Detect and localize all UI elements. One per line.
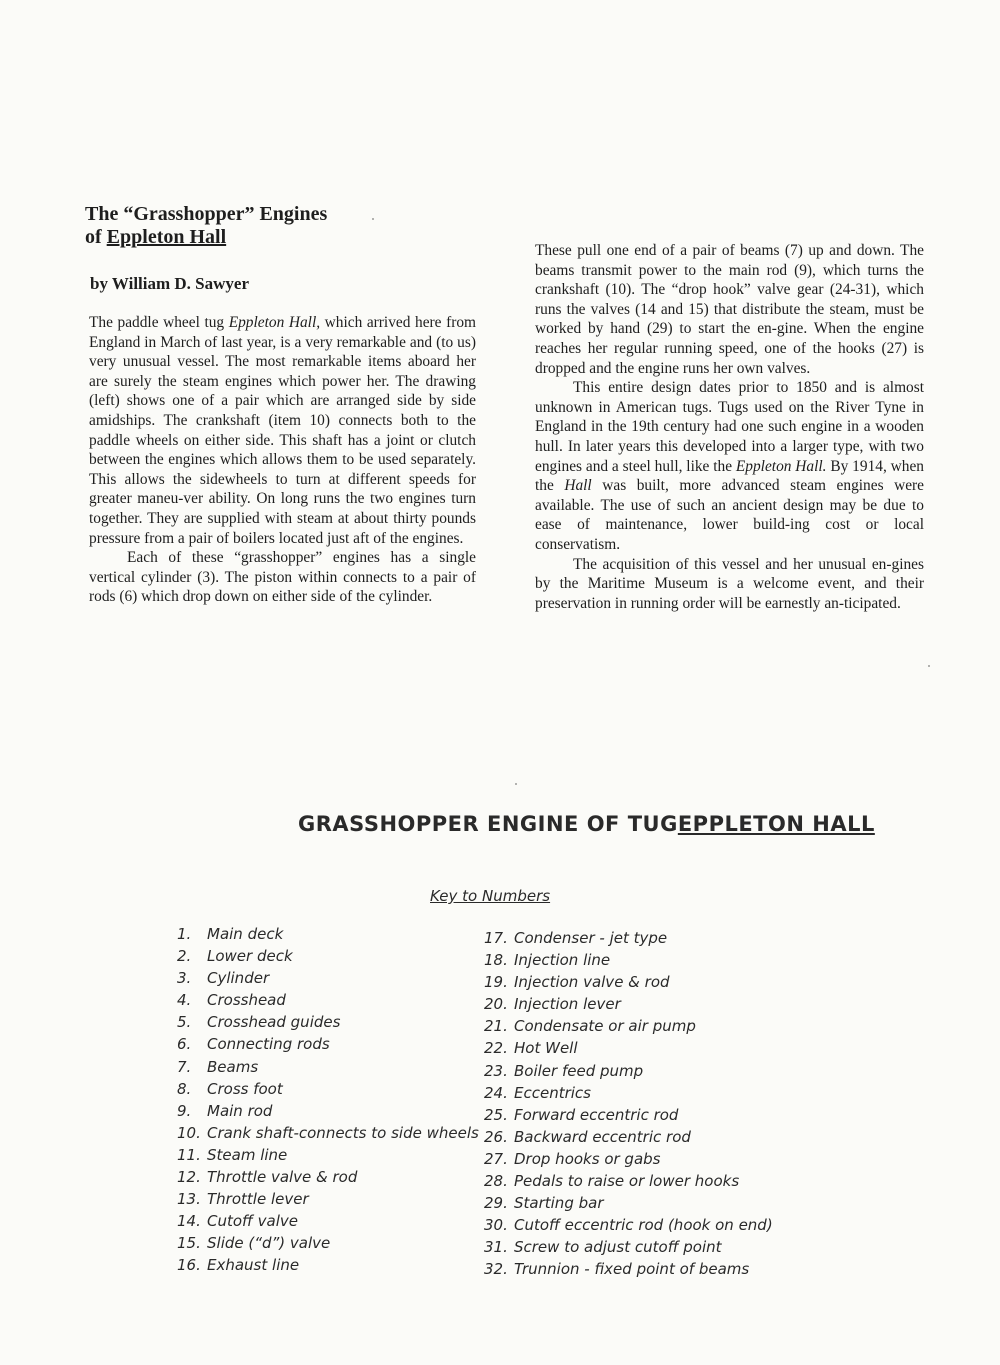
left-paragraph-1: [89, 313, 476, 548]
key-item-text: Beams: [207, 1057, 259, 1076]
right-p2-text-b: By 1914, when the: [535, 457, 924, 495]
key-item-left: [177, 1254, 479, 1276]
key-item-text: Backward eccentric rod: [514, 1127, 691, 1146]
key-item-text: Starting bar: [514, 1194, 604, 1213]
key-item-text: Cutoff eccentric rod (hook on end): [514, 1216, 773, 1235]
right-column: [535, 241, 924, 613]
key-item-right: [484, 1126, 773, 1148]
key-item-number: 4.: [177, 991, 192, 1010]
key-item-number: 9.: [177, 1101, 192, 1120]
key-item-number: 12.: [177, 1168, 201, 1187]
key-item-text: Injection valve & rod: [514, 973, 670, 992]
key-item-number: 2.: [177, 947, 192, 966]
key-item-left: [177, 1078, 479, 1100]
key-item-right: [484, 993, 773, 1015]
key-item-number: 5.: [177, 1013, 192, 1032]
paper-speck: [515, 783, 517, 785]
key-item-text: Hot Well: [514, 1039, 578, 1058]
key-item-text: Cross foot: [207, 1079, 283, 1098]
key-item-number: 28.: [484, 1172, 508, 1191]
key-item-left: [177, 1122, 479, 1144]
diagram-title-ship: EPPLETON HALL: [677, 812, 875, 836]
key-list-left: [177, 923, 479, 1277]
key-item-number: 30.: [484, 1216, 508, 1235]
left-p1-text-a: The paddle wheel tug: [89, 314, 229, 331]
key-item-right: [484, 1214, 773, 1236]
key-item-right: [484, 1082, 773, 1104]
key-item-left: [177, 945, 479, 967]
key-item-right: [484, 1060, 773, 1082]
title-line-2: [85, 226, 405, 249]
key-item-left: [177, 923, 479, 945]
key-item-right: [484, 971, 773, 993]
byline: by William D. Sawyer: [90, 274, 249, 293]
key-item-right: [484, 1258, 773, 1280]
key-item-text: Condensate or air pump: [514, 1017, 696, 1036]
right-paragraph-2: [535, 378, 924, 554]
right-p2-ship-name: Eppleton Hall.: [735, 457, 827, 475]
key-item-number: 10.: [177, 1123, 201, 1142]
key-item-number: 29.: [484, 1194, 508, 1213]
key-item-text: Steam line: [207, 1145, 288, 1164]
key-item-left: [177, 1210, 479, 1232]
key-item-text: Main deck: [207, 925, 284, 943]
title-line-2-prefix: of: [85, 226, 107, 248]
key-item-text: Forward eccentric rod: [514, 1105, 679, 1124]
right-p2-text-a: This entire design dates prior to 1850 and is almost unknown in American tugs. Tugs used on the River Tyne in England in the 19th century had one such engine in a wooden hull. In later years this developed into a larger type, with two engines and a steel hull, like the: [535, 379, 924, 475]
left-paragraph-2: Each of these “grasshopper” engines has a single vertical cylinder (3). The piston within connects to a pair of rods (6) which drop down on either side of the cylinder.: [89, 549, 476, 606]
key-item-text: Boiler feed pump: [514, 1061, 644, 1080]
right-paragraph-3: The acquisition of this vessel and her unusual en-gines by the Maritime Museum is a welcome event, and their preservation in running order will be earnestly an-ticipated.: [535, 555, 924, 612]
key-item-number: 6.: [177, 1035, 192, 1054]
key-item-number: 26.: [484, 1127, 508, 1146]
key-item-text: Throttle valve & rod: [207, 1168, 358, 1187]
key-item-number: 24.: [484, 1083, 508, 1102]
key-item-number: 7.: [177, 1057, 192, 1076]
key-item-left: [177, 1232, 479, 1254]
paper-speck: [372, 218, 374, 220]
key-item-text: Crank shaft-connects to side wheels: [207, 1123, 479, 1142]
key-item-text: Injection line: [514, 951, 611, 970]
key-item-number: 22.: [484, 1039, 508, 1058]
key-item-right: [484, 1236, 773, 1258]
right-paragraph-1: These pull one end of a pair of beams (7) up and down. The beams transmit power to the main rod (9), which turns the crankshaft (10). The “drop hook” valve gear (24-31), which runs the valves (14 and 15) that distribute the steam, must be worked by hand (29) to start the en-gine. When the engine reaches her regular running speed, one of the hooks (27) is dropped and the engine runs her own valves.: [535, 242, 924, 377]
key-item-left: [177, 1144, 479, 1166]
key-item-right: [484, 1192, 773, 1214]
key-item-text: Cylinder: [207, 969, 270, 988]
key-item-right: [484, 1104, 773, 1126]
article-title: [85, 203, 405, 249]
key-item-left: [177, 1033, 479, 1055]
key-item-number: 31.: [484, 1238, 508, 1257]
key-item-text: Main rod: [207, 1101, 273, 1120]
left-column: [89, 313, 476, 607]
key-item-number: 19.: [484, 973, 508, 992]
paper-speck: [928, 665, 930, 667]
key-item-right: [484, 1015, 773, 1037]
key-heading: Key to Numbers: [430, 887, 551, 905]
key-item-number: 13.: [177, 1190, 201, 1209]
key-item-number: 18.: [484, 951, 508, 970]
key-item-number: 20.: [484, 995, 508, 1014]
key-item-number: 15.: [177, 1234, 201, 1253]
key-item-text: Condenser - jet type: [514, 929, 668, 947]
key-item-number: 16.: [177, 1256, 201, 1275]
title-ship-name: Eppleton Hall: [106, 226, 227, 248]
key-item-text: Lower deck: [207, 947, 293, 966]
diagram-title-prefix: GRASSHOPPER ENGINE OF TUG: [298, 812, 678, 836]
key-item-number: 14.: [177, 1212, 201, 1231]
key-item-text: Eccentrics: [514, 1083, 591, 1102]
right-p2-ship-short: Hall: [564, 477, 592, 495]
key-item-number: 3.: [177, 969, 192, 988]
key-item-text: Screw to adjust cutoff point: [514, 1238, 722, 1257]
key-item-number: 8.: [177, 1079, 192, 1098]
title-line-1: The “Grasshopper” Engines: [85, 203, 328, 225]
key-item-left: [177, 967, 479, 989]
left-p1-ship-name: Eppleton Hall,: [228, 314, 321, 331]
left-p1-text-b: which arrived here from England in March of last year, is a very remarkable and (to us) very unusual vessel. The most remarkable items aboard her are surely the steam engines which power her. The drawing (left) shows one of a pair which are arranged side by side amidships. The crankshaft (item 10) connects both to the paddle wheels on either side. This shaft has a joint or clutch between the engines which allows them to be used separately. This allows the sidewheels to turn at different speeds for greater maneu-ver ability. On long runs the two engines turn together. They are supplied with steam at about thirty pounds pressure from a pair of boilers located just aft of the engines.: [89, 314, 476, 547]
key-item-text: Trunnion - fixed point of beams: [514, 1260, 750, 1279]
key-item-left: [177, 1166, 479, 1188]
key-item-text: Injection lever: [514, 995, 621, 1014]
key-item-left: [177, 1056, 479, 1078]
key-item-number: 21.: [484, 1017, 508, 1036]
key-item-left: [177, 989, 479, 1011]
key-item-text: Exhaust line: [207, 1256, 300, 1275]
key-item-right: [484, 927, 773, 949]
key-item-text: Pedals to raise or lower hooks: [514, 1172, 740, 1191]
key-item-text: Throttle lever: [207, 1190, 309, 1209]
key-item-number: 1.: [177, 925, 192, 943]
key-list-right: [484, 927, 773, 1281]
key-item-text: Drop hooks or gabs: [514, 1149, 661, 1168]
diagram-title: [298, 812, 875, 836]
key-item-right: [484, 949, 773, 971]
key-item-number: 32.: [484, 1260, 508, 1279]
key-item-text: Crosshead: [207, 991, 286, 1010]
key-item-left: [177, 1100, 479, 1122]
key-item-number: 23.: [484, 1061, 508, 1080]
key-item-text: Cutoff valve: [207, 1212, 298, 1231]
key-item-number: 11.: [177, 1145, 201, 1164]
key-item-right: [484, 1170, 773, 1192]
key-item-right: [484, 1037, 773, 1059]
key-item-left: [177, 1011, 479, 1033]
key-item-text: Connecting rods: [207, 1035, 330, 1054]
key-item-number: 17.: [484, 929, 508, 947]
key-item-text: Slide (“d”) valve: [207, 1234, 331, 1253]
key-item-number: 27.: [484, 1149, 508, 1168]
key-item-left: [177, 1188, 479, 1210]
right-p2-text-c: was built, more advanced steam engines were available. The use of such an ancient design may be due to ease of maintenance, lower build-ing cost or local conservatism.: [535, 477, 924, 553]
key-item-text: Crosshead guides: [207, 1013, 341, 1032]
key-item-number: 25.: [484, 1105, 508, 1124]
key-item-right: [484, 1148, 773, 1170]
